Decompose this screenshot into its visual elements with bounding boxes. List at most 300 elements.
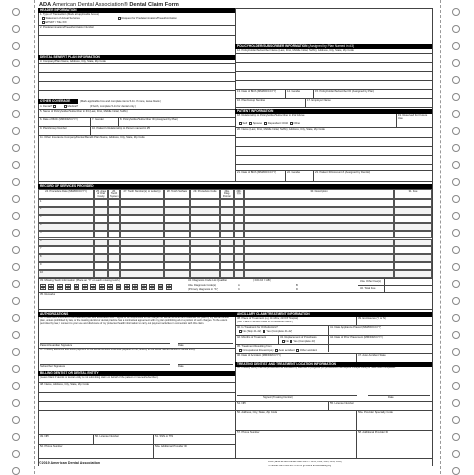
- tractor-hole: [452, 144, 460, 152]
- tooth-box[interactable]: 24: [108, 288, 112, 291]
- tractor-hole: [12, 178, 20, 186]
- billing-hint: (Leave blank if dentist or dental entity is not submitting claim on behalf of the patient or insured/subscriber.): [40, 376, 159, 379]
- service-cell[interactable]: [220, 231, 234, 239]
- self-checkbox[interactable]: [239, 122, 242, 125]
- tooth-box[interactable]: 13: [142, 285, 145, 287]
- patient-signature-label: Patient/Guardian Signature: [40, 344, 73, 347]
- tractor-hole: [12, 263, 20, 271]
- treating-signature-line[interactable]: [237, 395, 357, 396]
- services-column-header: 27. Tooth Number(s) or Letter(s): [120, 189, 164, 199]
- service-cell[interactable]: [164, 239, 190, 247]
- tractor-hole: [12, 59, 20, 67]
- tooth-box[interactable]: 25: [100, 288, 103, 291]
- billing-dentist-bar: BILLING DENTIST OR DENTAL ENTITY: [38, 371, 235, 376]
- tractor-hole: [452, 42, 460, 50]
- tractor-hole: [12, 416, 20, 424]
- remarks-label: 35. Remarks: [40, 293, 56, 296]
- service-row-number: 2: [38, 207, 94, 215]
- tooth-box[interactable]: 23: [117, 288, 120, 291]
- company-plan-label: 3. Company/Plan Name, Address, City, State, Zip Code: [40, 60, 106, 63]
- prior-placement-label: 44. Date of Prior Placement (MM/DD/CCYY): [330, 336, 383, 339]
- service-cell[interactable]: [244, 239, 394, 247]
- service-row-number: 8: [38, 254, 94, 262]
- service-cell[interactable]: [190, 199, 220, 207]
- service-cell[interactable]: [234, 199, 244, 207]
- subscriber-date-label: Date: [178, 365, 184, 368]
- service-cell[interactable]: [108, 246, 120, 254]
- service-cell[interactable]: [234, 262, 244, 270]
- reorder-text: To reorder call 1-800-947-4746 or go online at ADAcatalog.org: [268, 464, 332, 467]
- service-cell[interactable]: [108, 254, 120, 262]
- tractor-hole: [452, 382, 460, 390]
- tooth-box[interactable]: 2: [48, 284, 54, 287]
- appliance-date-label: 41. Date Appliance Placed (MM/DD/CCYY): [330, 326, 382, 329]
- other-coverage-note: (If both, complete 5-11 for dental only.): [90, 105, 136, 108]
- accident-date-label: 46. Date of Accident (MM/DD/CCYY): [237, 354, 281, 357]
- dependent-checkbox[interactable]: [264, 122, 267, 125]
- tractor-hole: [452, 178, 460, 186]
- tractor-hole: [452, 331, 460, 339]
- service-cell[interactable]: [220, 262, 234, 270]
- tooth-box[interactable]: 6: [82, 284, 88, 287]
- authorizations-bar: AUTHORIZATIONS: [38, 312, 235, 317]
- enclosures-label: 39. Enclosures (Y or N): [358, 317, 386, 320]
- treating-provider-id-label: 58. Additional Provider ID: [358, 431, 389, 434]
- ortho-yes-checkbox[interactable]: [263, 330, 266, 333]
- service-cell[interactable]: [120, 223, 164, 231]
- service-cell[interactable]: [234, 223, 244, 231]
- tooth-box[interactable]: 32: [41, 288, 45, 291]
- dob-label: 6. Date of Birth (MM/DD/CCYY): [40, 118, 78, 121]
- tractor-hole: [452, 450, 460, 458]
- services-column-header: 26. Tooth System: [110, 189, 119, 199]
- service-cell[interactable]: [220, 207, 234, 215]
- tractor-hole: [452, 161, 460, 169]
- patient-name-label: 20. Name (Last, First, Middle Initial, Suffix), Address, City, State, Zip Code: [237, 128, 325, 131]
- tractor-hole: [452, 433, 460, 441]
- tooth-box[interactable]: 21: [134, 288, 137, 291]
- service-cell[interactable]: [108, 262, 120, 270]
- right-perforation: [440, 0, 441, 474]
- service-cell[interactable]: [164, 223, 190, 231]
- service-cell[interactable]: [394, 262, 432, 270]
- right-tractor-strip: [440, 0, 474, 474]
- services-column-header: 24. Procedure Date (MM/DD/CCYY): [38, 189, 94, 199]
- service-cell[interactable]: [234, 254, 244, 262]
- spouse-checkbox[interactable]: [249, 122, 252, 125]
- service-cell[interactable]: [234, 215, 244, 223]
- billing-address-label: 48. Name, Address, City, State, Zip Code: [40, 383, 89, 386]
- gender-label: 7. Gender: [92, 118, 104, 121]
- service-cell[interactable]: [220, 254, 234, 262]
- tooth-box[interactable]: 3: [57, 284, 63, 287]
- employer-name-label: 17. Employer Name: [307, 99, 331, 102]
- predetermination-number-label: 2. Predetermination/Preauthorization Number: [40, 26, 95, 29]
- service-cell[interactable]: [394, 270, 432, 278]
- service-cell[interactable]: [234, 270, 244, 278]
- service-cell[interactable]: [190, 231, 220, 239]
- treating-date-line[interactable]: [368, 395, 430, 396]
- service-cell[interactable]: [394, 207, 432, 215]
- tooth-box[interactable]: 31: [50, 288, 53, 291]
- prosthesis-label: 43. Replacement of Prosthesis: [280, 336, 317, 339]
- tooth-box[interactable]: 11: [125, 285, 129, 287]
- tractor-hole: [452, 59, 460, 67]
- service-cell[interactable]: [94, 254, 108, 262]
- services-column-header: 28. Tooth Surface: [164, 189, 190, 199]
- association-name: American Dental Association: [52, 2, 124, 8]
- service-cell[interactable]: [244, 207, 394, 215]
- service-cell[interactable]: [108, 199, 120, 207]
- service-cell[interactable]: [190, 262, 220, 270]
- tractor-hole: [12, 433, 20, 441]
- service-cell[interactable]: [190, 215, 220, 223]
- service-cell[interactable]: [394, 246, 432, 254]
- other-checkbox[interactable]: [290, 122, 293, 125]
- diagnosis-code-slot[interactable]: B: [296, 284, 298, 287]
- form-name: Dental Claim Form: [129, 2, 179, 8]
- service-cell[interactable]: [244, 254, 394, 262]
- tractor-hole: [452, 399, 460, 407]
- service-row-number: 4: [38, 223, 94, 231]
- tractor-hole: [12, 161, 20, 169]
- service-cell[interactable]: [234, 246, 244, 254]
- tooth-box[interactable]: 26: [92, 288, 95, 291]
- treating-phone-label: 57. Phone Number: [237, 431, 260, 434]
- tooth-box[interactable]: 17: [167, 288, 171, 291]
- service-cell[interactable]: [244, 199, 394, 207]
- service-cell[interactable]: [120, 262, 164, 270]
- service-cell[interactable]: [164, 199, 190, 207]
- tractor-hole: [12, 25, 20, 33]
- tractor-hole: [452, 229, 460, 237]
- statement-checkbox-row[interactable]: Statement of Actual Services: [42, 17, 80, 20]
- service-cell[interactable]: [120, 254, 164, 262]
- header-information-bar: HEADER INFORMATION: [38, 8, 235, 13]
- service-cell[interactable]: [120, 207, 164, 215]
- tractor-hole: [12, 127, 20, 135]
- service-cell[interactable]: [244, 270, 394, 278]
- service-cell[interactable]: [94, 207, 108, 215]
- tractor-hole: [452, 195, 460, 203]
- service-cell[interactable]: [164, 231, 190, 239]
- service-cell[interactable]: [394, 223, 432, 231]
- service-cell[interactable]: [394, 254, 432, 262]
- service-cell[interactable]: [108, 270, 120, 278]
- service-row-number: 5: [38, 231, 94, 239]
- tractor-hole: [12, 331, 20, 339]
- patient-date-line[interactable]: [178, 343, 233, 344]
- service-cell[interactable]: [94, 239, 108, 247]
- services-column-header: 25. Area of Oral Cavity: [94, 189, 108, 199]
- service-cell[interactable]: [94, 246, 108, 254]
- service-cell[interactable]: [94, 231, 108, 239]
- certification-text: 53. I hereby certify that the procedures as indicated by date are in progress (for procedures that require multiple visits) or have been completed.: [237, 367, 396, 369]
- tooth-box[interactable]: 28: [75, 288, 78, 291]
- tractor-hole: [12, 229, 20, 237]
- service-cell[interactable]: [234, 239, 244, 247]
- service-cell[interactable]: [220, 215, 234, 223]
- service-cell[interactable]: [244, 215, 394, 223]
- service-row-number: 9: [38, 262, 94, 270]
- treatment-resulting-label: 45. Treatment Resulting from: [237, 345, 272, 348]
- tooth-box[interactable]: 4: [65, 284, 71, 287]
- other-accident-checkbox[interactable]: [296, 349, 299, 352]
- other-coverage-bar: OTHER COVERAGE: [38, 99, 78, 104]
- medical-coverage-row[interactable]: Medical?: [64, 105, 78, 108]
- service-cell[interactable]: [120, 246, 164, 254]
- tractor-hole: [452, 93, 460, 101]
- treating-dentist-bar: TREATING DENTIST AND TREATMENT LOCATION INFORMATION: [235, 362, 432, 367]
- subscriber-date-line[interactable]: [178, 364, 233, 365]
- policyholder-plan-label: 16. Plan/Group Number: [237, 99, 266, 102]
- tractor-hole: [452, 263, 460, 271]
- service-cell[interactable]: [108, 207, 120, 215]
- prosthesis-yes-checkbox[interactable]: [290, 340, 293, 343]
- other-coverage-hint: (Mark applicable box and complete items 5-11. If none, leave blank.): [80, 99, 162, 103]
- service-cell[interactable]: [94, 223, 108, 231]
- tractor-hole: [12, 382, 20, 390]
- diagnosis-code-slot[interactable]: C: [238, 288, 240, 291]
- missing-teeth-label: 33. Missing Teeth Information (Place an "X" on each missing tooth.): [40, 279, 121, 282]
- tractor-hole: [12, 42, 20, 50]
- tooth-box[interactable]: 12: [134, 285, 137, 287]
- ortho-options[interactable]: No (Skip 41-42) Yes (Complete 41-42): [239, 330, 292, 333]
- subscriber-id-label: 8. Policyholder/Subscriber ID (Assigned by Plan): [120, 118, 178, 121]
- epsdt-checkbox-row[interactable]: EPSDT / Title XIX: [42, 21, 67, 24]
- service-cell[interactable]: [164, 215, 190, 223]
- ancillary-bar: ANCILLARY CLAIM/TREATMENT INFORMATION: [235, 312, 432, 317]
- service-cell[interactable]: [394, 199, 432, 207]
- service-cell[interactable]: [164, 246, 190, 254]
- services-column-header: 29a. Diag. Pointer: [220, 189, 234, 199]
- service-cell[interactable]: [164, 270, 190, 278]
- tooth-box[interactable]: 9: [107, 284, 113, 287]
- tractor-hole: [452, 212, 460, 220]
- auto-checkbox[interactable]: [275, 349, 278, 352]
- place-of-service-note: (Use "Place of Service Codes for Professional Claims"): [237, 321, 294, 323]
- orthodontics-label: 40. Is Treatment for Orthodontics?: [237, 326, 278, 329]
- tooth-box[interactable]: 27: [83, 288, 87, 291]
- tractor-hole: [12, 76, 20, 84]
- service-cell[interactable]: [394, 215, 432, 223]
- service-cell[interactable]: [220, 246, 234, 254]
- diagnosis-code-slot[interactable]: A: [238, 284, 240, 287]
- patient-relationship-label: 18. Relationship to Policyholder/Subscriber in #12 Above: [237, 114, 305, 117]
- service-cell[interactable]: [190, 270, 220, 278]
- service-cell[interactable]: [394, 239, 432, 247]
- service-cell[interactable]: [108, 231, 120, 239]
- copyright-text: ©2019 American Dental Association: [39, 461, 101, 465]
- tooth-box[interactable]: 22: [125, 288, 129, 291]
- accident-state-label: 47. Auto Accident State: [358, 354, 386, 357]
- service-cell[interactable]: [94, 199, 108, 207]
- occupational-checkbox[interactable]: [239, 349, 242, 352]
- relationship-options[interactable]: Self Spouse Dependent Child Other: [239, 122, 300, 125]
- billing-npi-label: 49. NPI: [40, 435, 49, 438]
- epsdt-checkbox[interactable]: [42, 21, 45, 24]
- service-cell[interactable]: [220, 223, 234, 231]
- tractor-hole: [12, 110, 20, 118]
- tooth-box[interactable]: 8: [99, 284, 105, 287]
- tractor-hole: [452, 348, 460, 356]
- accident-options[interactable]: Occupational illness/injury Auto accident Other accident: [239, 349, 317, 352]
- authorization-text-37: 37. I hereby authorize and direct payment of the dental benefits otherwise payable to me, directly to the below named dentist or dental entity.: [40, 349, 196, 351]
- tractor-hole: [452, 76, 460, 84]
- tooth-box[interactable]: 7: [90, 284, 96, 287]
- treating-date-label: Date: [388, 396, 394, 399]
- predetermination-checkbox-row[interactable]: Request for Predetermination/Preauthorization: [118, 17, 177, 20]
- tooth-box[interactable]: 1: [40, 284, 46, 287]
- service-cell[interactable]: [108, 223, 120, 231]
- dental-claim-form: [38, 0, 432, 474]
- specialty-code-label: 56a. Provider Specialty Code: [358, 411, 393, 414]
- tractor-hole: [12, 93, 20, 101]
- service-cell[interactable]: [164, 262, 190, 270]
- services-column-header: 29. Procedure Code: [190, 189, 220, 199]
- policyholder-id-label: 15. Policyholder/Subscriber ID (Assigned by Plan): [315, 90, 375, 93]
- tooth-box[interactable]: 16: [167, 285, 171, 287]
- billing-phone-label: 52. Phone Number: [40, 445, 63, 448]
- ortho-no-checkbox[interactable]: [239, 330, 242, 333]
- primary-diag-label: (Primary diagnosis in "A"): [188, 288, 219, 291]
- service-cell[interactable]: [94, 262, 108, 270]
- tractor-hole: [12, 314, 20, 322]
- service-cell[interactable]: [108, 239, 120, 247]
- patient-information-bar: PATIENT INFORMATION: [235, 109, 432, 114]
- service-cell[interactable]: [234, 231, 244, 239]
- service-cell[interactable]: [244, 231, 394, 239]
- authorization-text-36: 36. I have been informed of the treatment plan and associated fees. I agree to be responsible for all charges for dental services and materials not paid by my dental benefit plan, unless prohibited by law, or the treating dentist or dental practice has a contractual agreement with my plan prohibiting all or a portion of such charges. To the extent permitted by law, I consent to your use and disclosure of my protected health information to carry out payment activities in connection with this claim.: [40, 317, 229, 325]
- services-column-header: 30. Description: [244, 189, 394, 199]
- service-cell[interactable]: [244, 246, 394, 254]
- policyholder-bar: POLICYHOLDER/SUBSCRIBER INFORMATION (Assigned by Plan Named in #3): [235, 44, 432, 49]
- service-row-number: 10: [38, 270, 94, 278]
- service-cell[interactable]: [220, 270, 234, 278]
- plan-group-label: 9. Plan/Group Number: [40, 127, 67, 130]
- prosthesis-options[interactable]: No Yes (Complete 44): [282, 340, 315, 343]
- relationship-label: 10. Patient's Relationship to Person named in #5: [92, 127, 151, 130]
- service-cell[interactable]: [220, 199, 234, 207]
- services-column-header: 29b. Qty.: [234, 189, 244, 199]
- tractor-hole: [452, 297, 460, 305]
- tractor-hole: [12, 195, 20, 203]
- tooth-box[interactable]: 29: [66, 288, 70, 291]
- service-row-number: 1: [38, 199, 94, 207]
- months-treatment-label: 42. Months of Treatment: [237, 336, 267, 339]
- service-cell[interactable]: [234, 207, 244, 215]
- service-cell[interactable]: [120, 199, 164, 207]
- service-cell[interactable]: [190, 254, 220, 262]
- tractor-hole: [452, 314, 460, 322]
- tractor-hole: [452, 365, 460, 373]
- icd-label: ( ICD-10 = AB ): [253, 279, 272, 282]
- service-cell[interactable]: [190, 207, 220, 215]
- service-cell[interactable]: [190, 239, 220, 247]
- service-cell[interactable]: [94, 215, 108, 223]
- billing-provider-id-label: 52a. Additional Provider ID: [155, 445, 187, 448]
- statement-checkbox[interactable]: [42, 17, 45, 20]
- transaction-type-label: 1. Type of Transaction (Mark all applicable boxes): [40, 13, 100, 16]
- tractor-hole: [452, 8, 460, 16]
- tractor-hole: [12, 297, 20, 305]
- service-row-number: 3: [38, 215, 94, 223]
- service-cell[interactable]: [120, 239, 164, 247]
- service-cell[interactable]: [108, 215, 120, 223]
- tooth-box[interactable]: 14: [150, 285, 154, 287]
- tractor-hole: [452, 110, 460, 118]
- service-row-number: 7: [38, 246, 94, 254]
- policyholder-address-label: 12. Policyholder/Subscriber Name (Last, First, Middle Initial, Suffix), Address, City, State, Zip Code: [237, 49, 354, 52]
- service-row-number: 6: [38, 239, 94, 247]
- dental-coverage-row[interactable]: 4. Dental?: [40, 105, 57, 108]
- service-cell[interactable]: [164, 207, 190, 215]
- patient-account-label: 23. Patient ID/Account # (Assigned by Dentist): [315, 171, 371, 174]
- tooth-box[interactable]: 10: [117, 285, 120, 287]
- tractor-hole: [452, 127, 460, 135]
- prosthesis-no-checkbox[interactable]: [282, 340, 285, 343]
- tractor-hole: [12, 144, 20, 152]
- tractor-hole: [12, 212, 20, 220]
- dental-coverage-checkbox[interactable]: [53, 105, 56, 108]
- billing-license-label: 50. License Number: [95, 435, 120, 438]
- patient-gender-label: 22. Gender: [287, 171, 301, 174]
- left-perforation: [34, 0, 35, 474]
- diagnosis-code-slot[interactable]: D: [296, 288, 298, 291]
- tractor-hole: [12, 450, 20, 458]
- treating-npi-label: 54. NPI: [237, 402, 246, 405]
- total-fee-label: 32. Total Fee: [360, 287, 376, 290]
- tractor-hole: [12, 280, 20, 288]
- service-cell[interactable]: [190, 223, 220, 231]
- service-cell[interactable]: [244, 223, 394, 231]
- tooth-box[interactable]: 15: [159, 285, 162, 287]
- service-cell[interactable]: [394, 231, 432, 239]
- tooth-box[interactable]: 20: [142, 288, 145, 291]
- ada-logo-text: ADA: [39, 2, 51, 8]
- patient-dob-label: 21. Date of Birth (MM/DD/CCYY): [237, 171, 277, 174]
- tractor-hole: [12, 246, 20, 254]
- tractor-hole: [12, 365, 20, 373]
- tooth-box[interactable]: 5: [74, 284, 80, 287]
- service-cell[interactable]: [190, 246, 220, 254]
- other-fees-label: 31a. Other Fee(s): [360, 280, 382, 283]
- service-cell[interactable]: [120, 215, 164, 223]
- services-column-header: 31. Fee: [394, 189, 432, 199]
- predetermination-checkbox[interactable]: [118, 17, 121, 20]
- tooth-box[interactable]: 30: [58, 288, 61, 291]
- service-cell[interactable]: [120, 270, 164, 278]
- treating-signature-label: Signed (Treating Dentist): [263, 396, 293, 399]
- service-cell[interactable]: [120, 231, 164, 239]
- form-title: ADA American Dental Association® Dental Claim Form: [39, 2, 179, 8]
- policyholder-gender-label: 14. Gender: [287, 90, 301, 93]
- policyholder-name-label: 5. Name of Policyholder/Subscriber in #4 (Last, First, Middle Initial, Suffix): [40, 110, 128, 113]
- service-cell[interactable]: [220, 239, 234, 247]
- service-cell[interactable]: [94, 270, 108, 278]
- medical-coverage-checkbox[interactable]: [64, 105, 67, 108]
- tractor-hole: [452, 25, 460, 33]
- service-cell[interactable]: [244, 262, 394, 270]
- treating-address-label: 56. Address, City, State, Zip Code: [237, 411, 278, 414]
- tractor-hole: [452, 246, 460, 254]
- place-of-treatment-row: 38. Place of Treatment (e.g. 11=office; 22=O/P Hospital): [237, 317, 298, 320]
- tractor-hole: [12, 8, 20, 16]
- tooth-box[interactable]: 19: [150, 288, 154, 291]
- service-cell[interactable]: [164, 254, 190, 262]
- tractor-hole: [452, 416, 460, 424]
- tooth-box[interactable]: 18: [159, 288, 162, 291]
